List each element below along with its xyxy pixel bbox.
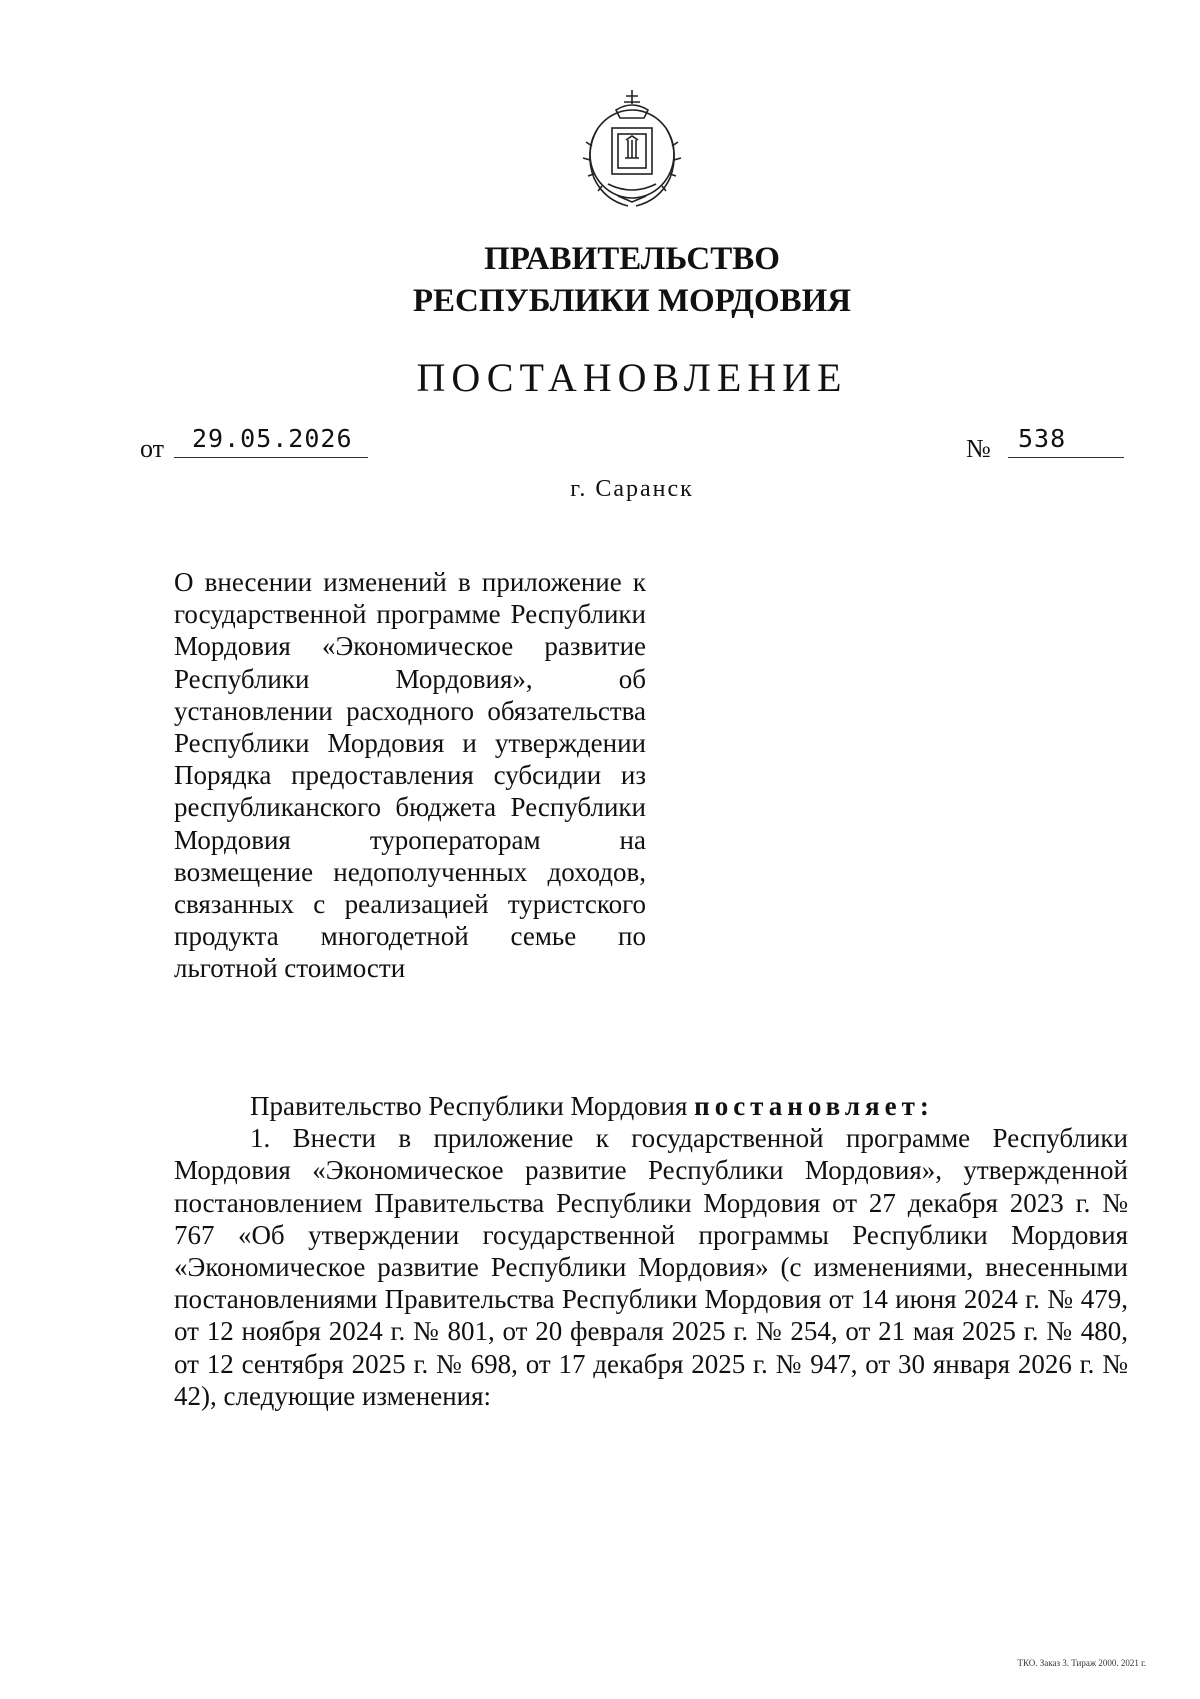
preamble-text: Правительство Республики Мордовия	[250, 1091, 695, 1121]
government-name	[0, 238, 1200, 322]
decree-verb: постановляет:	[694, 1091, 934, 1121]
print-info: ТКО. Заказ 3. Тираж 2000. 2021 г.	[1017, 1658, 1146, 1668]
city: г. Саранск	[570, 476, 694, 502]
document-type: ПОСТАНОВЛЕНИЕ	[416, 355, 848, 400]
date-value: 29.05.2026	[174, 424, 368, 458]
preamble-paragraph	[174, 1090, 1128, 1122]
item-1-paragraph: 1. Внести в приложение к государственной программе Республики Мордовия «Экономическое развитие Республики Мордовия», утвержденной постановлением Правительства Республики Мордовия от 27 декабря 2023 г. № 767 «Об утверждении государственной программы Республики Мордовия «Экономическое развитие Республики Мордовия» (с изменениями, внесенными постановлениями Правительства Республики Мордовия от 14 июня 2024 г. № 479, от 12 ноября 2024 г. № 801, от 20 февраля 2025 г. № 254, от 21 мая 2025 г. № 480, от 12 сентября 2025 г. № 698, от 17 декабря 2025 г. № 947, от 30 января 2026 г. № 42), следующие изменения:	[174, 1123, 1128, 1411]
government-name-line1: ПРАВИТЕЛЬСТВО	[484, 241, 780, 277]
document-subject: О внесении изменений в приложение к государственной программе Республики Мордовия «Экономическое развитие Республики Мордовия», об установлении расходного обязательства Республики Мордовия и утверждении Порядка предоставления субсидии из республиканского бюджета Республики Мордовия туроператорам на возмещение недополученных доходов, связанных с реализацией туристского продукта многодетной семье по льготной стоимости	[174, 567, 646, 984]
document-body	[174, 1090, 1128, 1412]
number-prefix: №	[966, 434, 991, 463]
coat-of-arms-icon	[568, 88, 696, 210]
government-name-line2: РЕСПУБЛИКИ МОРДОВИЯ	[412, 283, 852, 319]
date-prefix: от	[140, 434, 165, 463]
number-value: 538	[1008, 424, 1124, 458]
